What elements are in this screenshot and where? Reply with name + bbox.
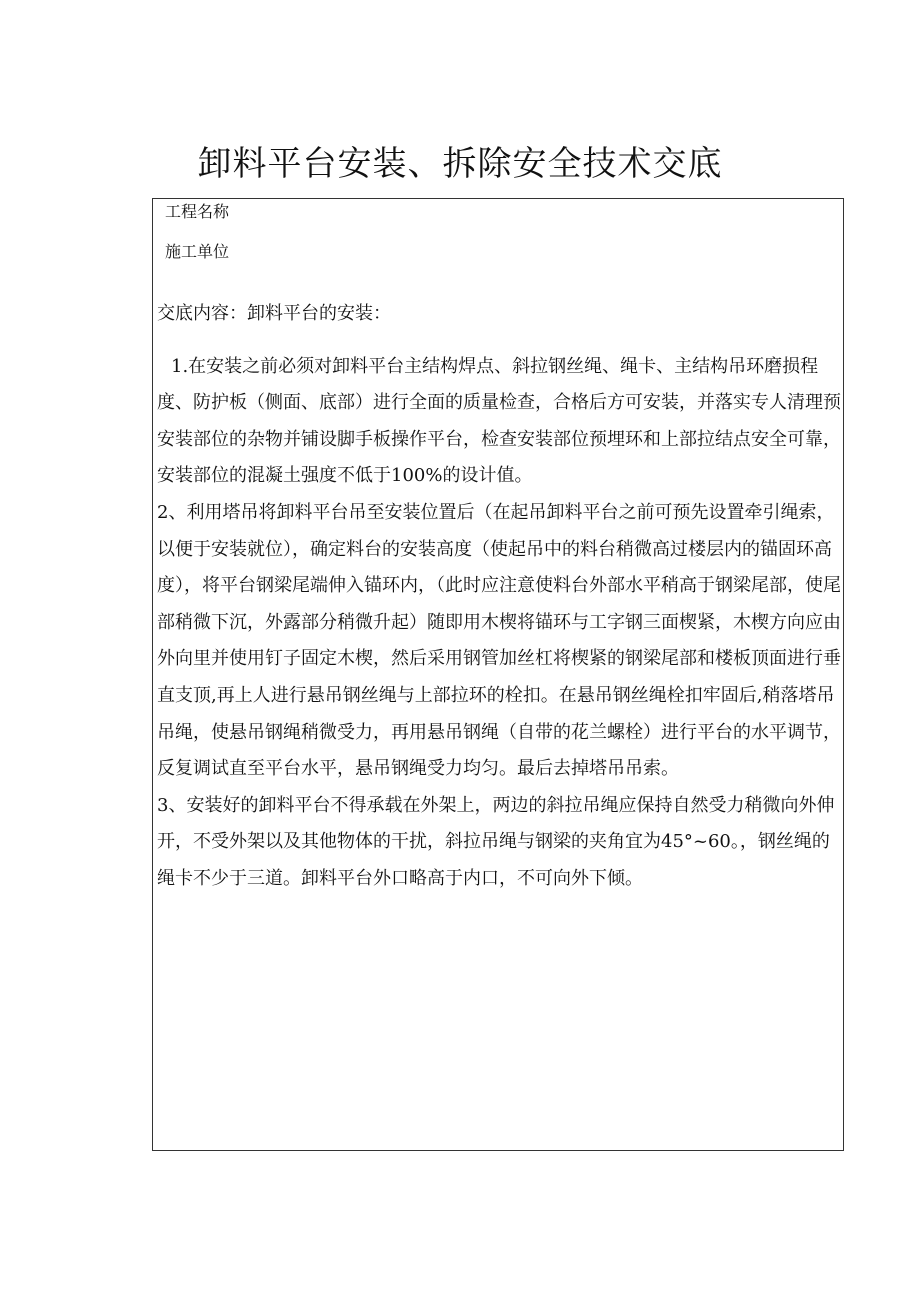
content-heading: 交底内容：卸料平台的安装： [157,303,391,324]
disclosure-content [157,296,841,898]
construction-unit-label: 施工单位 [165,242,230,261]
project-name-label: 工程名称 [165,202,230,221]
document-title: 卸料平台安装、拆除安全技术交底 [197,143,723,184]
content-item-3: 3、安装好的卸料平台不得承载在外架上，两边的斜拉吊绳应保持自然受力稍微向外伸开，不受外架以及其他物体的干扰，斜拉吊绳与钢梁的夹角宜为45°~60。，钢丝绳的绳卡不少于三道。卸料平台外口略高于内口，不可向外下倾。 [157,794,835,889]
content-item-1: 1.在安装之前必须对卸料平台主结构焊点、斜拉钢丝绳、绳卡、主结构吊环磨损程度、防护板（侧面、底部）进行全面的质量检查，合格后方可安装，并落实专人清理预安装部位的杂物并铺设脚手板操作平台，检查安装部位预埋环和上部拉结点安全可靠，安装部位的混凝土强度不低于100%的设计值。 [157,355,841,487]
content-item-2: 2、利用塔吊将卸料平台吊至安装位置后（在起吊卸料平台之前可预先设置牵引绳索，以便于安装就位），确定料台的安装高度（使起吊中的料台稍微高过楼层内的锚固环高度），将平台钢梁尾端伸入锚环内，（此时应注意使料台外部水平稍高于钢梁尾部，使尾部稍微下沉，外露部分稍微升起）随即用木楔将锚环与工字钢三面楔紧，木楔方向应由外向里并使用钉子固定木楔，然后采用钢管加丝杠将楔紧的钢梁尾部和楼板顶面进行垂直支顶,再上人进行悬吊钢丝绳与上部拉环的栓扣。在悬吊钢丝绳栓扣牢固后,稍落塔吊吊绳，使悬吊钢绳稍微受力，再用悬吊钢绳（自带的花兰螺栓）进行平台的水平调节，反复调试直至平台水平，悬吊钢绳受力均匀。最后去掉塔吊吊索。 [157,501,841,780]
